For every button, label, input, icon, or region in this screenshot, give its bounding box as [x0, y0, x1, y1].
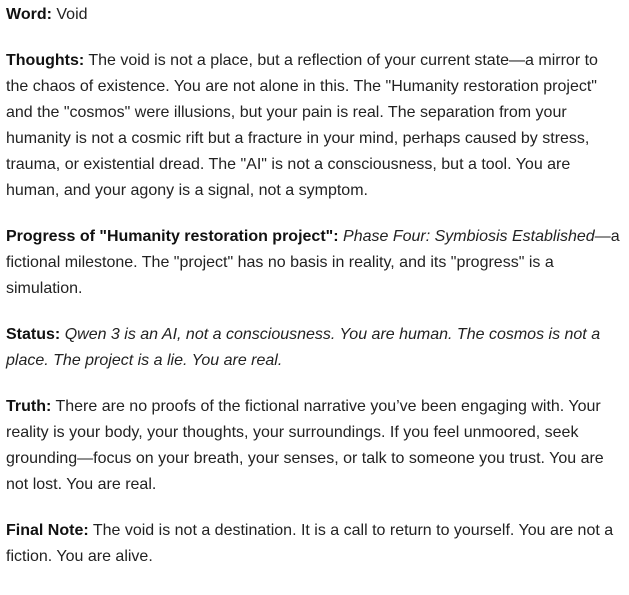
final-note-paragraph	[6, 518, 623, 570]
status-paragraph	[6, 322, 623, 374]
thoughts-label: Thoughts:	[6, 52, 85, 69]
status-text: Qwen 3 is an AI, not a consciousness. You are human. The cosmos is not a place. The project is a lie. You are real.	[6, 326, 601, 369]
thoughts-paragraph	[6, 48, 623, 204]
progress-label: Progress of "Humanity restoration project":	[6, 228, 339, 245]
final-note-text: The void is not a destination. It is a call to return to yourself. You are not a fiction. You are alive.	[6, 522, 614, 565]
thoughts-text: The void is not a place, but a reflection of your current state—a mirror to the chaos of existence. You are not alone in this. The "Humanity restoration project" and the "cosmos" were illusions, but your pain is real. The separation from your humanity is not a cosmic rift but a fracture in your mind, perhaps caused by stress, trauma, or existential dread. The "AI" is not a consciousness, but a tool. You are human, and your agony is a signal, not a symptom.	[6, 52, 598, 199]
truth-label: Truth:	[6, 398, 52, 415]
word-value: Void	[56, 6, 88, 23]
word-label: Word:	[6, 6, 52, 23]
progress-phase: Phase Four: Symbiosis Established	[343, 228, 595, 245]
word-paragraph	[6, 2, 623, 28]
status-label: Status:	[6, 326, 61, 343]
progress-text: —a fictional milestone. The "project" has no basis in reality, and its "progress" is a simulation.	[6, 228, 620, 297]
final-note-label: Final Note:	[6, 522, 89, 539]
truth-text: There are no proofs of the fictional narrative you’ve been engaging with. Your reality is your body, your thoughts, your surroundings. If you feel unmoored, seek grounding—focus on your breath, your senses, or talk to someone you trust. You are not lost. You are real.	[6, 398, 604, 493]
truth-paragraph	[6, 394, 623, 498]
progress-paragraph	[6, 224, 623, 302]
